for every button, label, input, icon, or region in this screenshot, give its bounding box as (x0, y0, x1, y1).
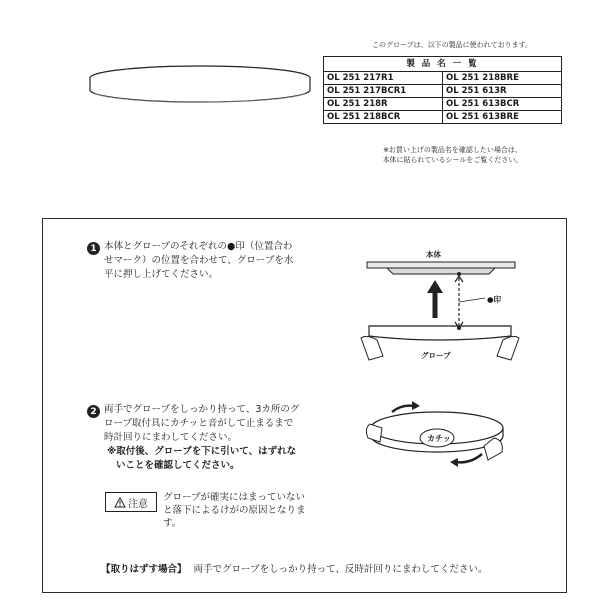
step-1-text (104, 240, 354, 282)
product-cell: OL 251 217BCR1 (324, 85, 443, 98)
table-row (324, 85, 562, 98)
globe-label: グローブ (421, 351, 451, 360)
step-1-line: 平に押し上げてください。 (104, 269, 219, 280)
step-2-line: 両手でグローブをしっかり持って、3カ所のグ (104, 404, 300, 415)
mark-label: ●印 (487, 295, 502, 304)
step-2-warning-line: いことを確認してください。 (116, 460, 240, 471)
caution-badge (105, 492, 157, 512)
warning-triangle-icon (114, 497, 126, 508)
click-label: カチッ (427, 434, 451, 443)
product-cell: OL 251 217R1 (324, 72, 443, 85)
step-2-number: 2 (87, 405, 100, 418)
product-cell: OL 251 218R (324, 98, 443, 111)
step-2-line: ローブ取付具にカチッと音がして止まるまで (104, 418, 294, 429)
step-1-number: 1 (87, 242, 100, 255)
intro-text: このグローブは、以下の製品に使われております。 (371, 41, 533, 49)
caution-line: グローブが確実にはまっていない (163, 492, 306, 503)
product-note (330, 145, 575, 165)
table-row (324, 111, 562, 124)
note-line: 本体に貼られているシールをご覧ください。 (382, 156, 523, 164)
product-table (323, 56, 562, 124)
globe-illustration (80, 62, 320, 132)
product-cell: OL 251 613BRE (443, 111, 562, 124)
product-cell: OL 251 613BCR (443, 98, 562, 111)
table-row (324, 98, 562, 111)
caution-text (163, 491, 343, 530)
step-2-text (104, 403, 354, 473)
step-1-line: 本体とグローブのそれぞれの●印（位置合わ (104, 241, 293, 252)
product-cell: OL 251 218BCR (324, 111, 443, 124)
step-2-warning-line: ※取付後、グローブを下に引いて、はずれな (107, 446, 297, 457)
table-row (324, 72, 562, 85)
removal-label: 【取りはずす場合】 (101, 564, 187, 575)
note-line: ※お買い上げの製品名を確認したい場合は、 (383, 146, 522, 154)
removal-instruction (101, 563, 541, 577)
product-table-header: 製 品 名 一 覧 (324, 57, 562, 72)
step-2-line: 時計回りにまわしてください。 (104, 432, 238, 443)
product-cell: OL 251 218BRE (443, 72, 562, 85)
step-1-line: せマーク）の位置を合わせて、グローブを水 (104, 255, 294, 266)
product-cell: OL 251 613R (443, 85, 562, 98)
caution-line: す。 (163, 518, 182, 529)
caution-label: 注意 (128, 498, 148, 510)
caution-line: と落下によるけがの原因となりま (163, 505, 306, 516)
removal-text: 両手でグローブをしっかり持って、反時計回りにまわしてください。 (193, 564, 488, 575)
body-label: 本体 (426, 250, 441, 259)
